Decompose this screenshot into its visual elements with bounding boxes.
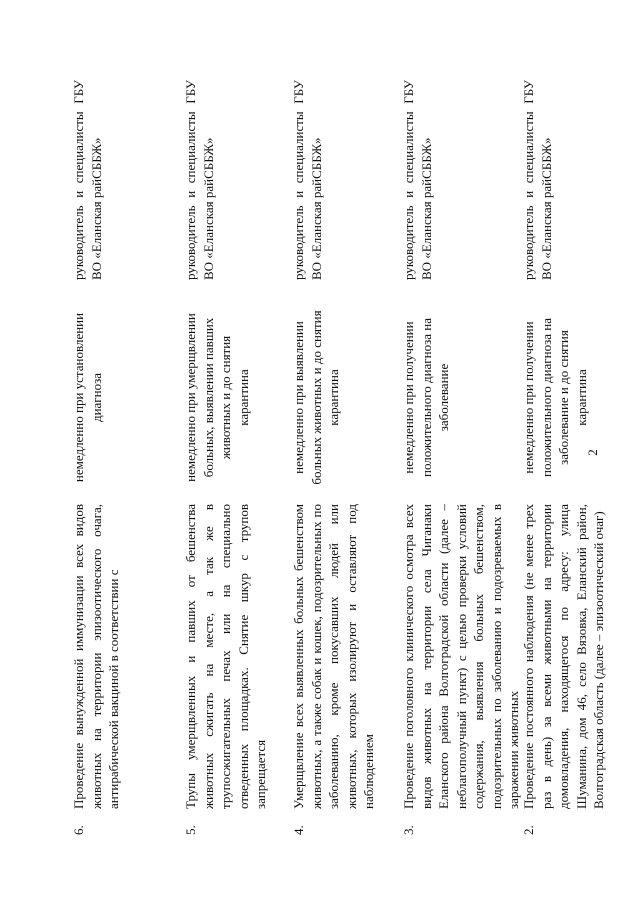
- row-responsible: руководитель и специалисты ГБУ ВО «Еланская райСББЖ»: [183, 80, 216, 280]
- row-number: 4.: [291, 825, 306, 835]
- row-responsible: руководитель и специалисты ГБУ ВО «Еланская райСББЖ»: [401, 80, 434, 280]
- row-description: Проведение постоянного наблюдения (не менее трех раз в день) за всеми животными на территории домовладения, находящегося по адресу: улица Шуманина, дом 46, село Вязовка, Еланский район, Волгоградская область (далее – эпизоотический очаг): [521, 504, 606, 809]
- row-responsible: руководитель и специалисты ГБУ ВО «Еланская райСББЖ»: [291, 80, 324, 280]
- row-description: Трупы умерщвленных и павших от бешенства животных сжигать на месте, а так же в трупосжигательных печах или на специально отведенных площадках. Снятие шкур с трупов запрещается: [183, 504, 268, 809]
- row-term: немедленно при получении положительного диагноза на заболевание и до снятия карантина: [521, 318, 589, 477]
- row-description: Проведение поголовного клинического осмотра всех видов животных на территории села Чиганаки Еланского района Волгоградской области (далее – неблагополучный пункт) с целью проверки условий содержания, выявления больных бешенством, подозрительных по заболеванию и подозреваемых в заражении животных: [401, 504, 521, 809]
- row-term: немедленно при получении положительного диагноза на заболевание: [401, 318, 451, 477]
- page-number: 2: [585, 449, 600, 456]
- row-description: Умерщвление всех выявленных больных бешенством животных, а также собак и кошек, подозрительных по заболеванию, кроме покусавших людей или животных, которых изолируют и оставляют под наблюдением: [291, 504, 376, 809]
- row-term: немедленно при выявлении больных животных и до снятия карантина: [291, 310, 341, 485]
- row-description: Проведение вынужденной иммунизации всех видов животных на территории эпизоотического очага, антирабической вакциной в соответствии с: [71, 504, 121, 809]
- row-number: 6.: [71, 825, 86, 835]
- row-number: 2.: [521, 825, 536, 835]
- row-responsible: руководитель и специалисты ГБУ ВО «Еланская райСББЖ»: [521, 80, 554, 280]
- row-term: немедленно при установлении диагноза: [71, 312, 104, 483]
- row-number: 5.: [183, 825, 198, 835]
- row-number: 3.: [401, 825, 416, 835]
- row-responsible: руководитель и специалисты ГБУ ВО «Еланская райСББЖ»: [71, 80, 104, 280]
- row-term: немедленно при умерщвлении больных, выявлении павших животных и до снятия карантина: [183, 313, 251, 482]
